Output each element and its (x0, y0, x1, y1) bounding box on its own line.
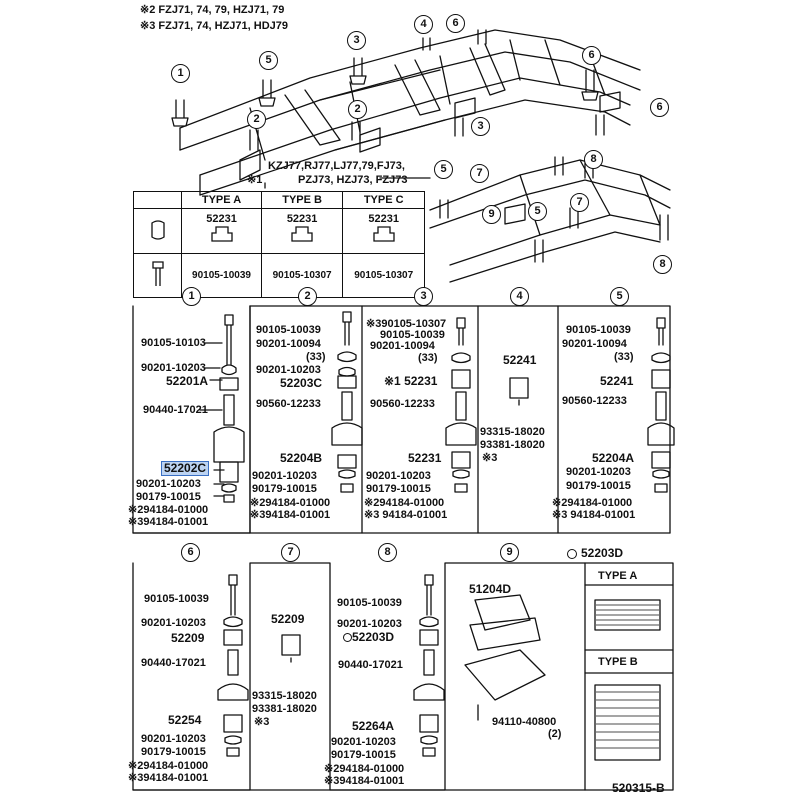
s9-label-2: (2) (548, 728, 562, 740)
frame-callout-6[interactable]: 6 (446, 14, 465, 33)
s5-label-7: 90179-10015 (566, 480, 631, 492)
s7-label-1: 93315-18020 (252, 690, 317, 702)
s8-label-2: 52203D (352, 630, 395, 644)
s7-label-3: ※3 (254, 716, 270, 728)
legend-code: 52203D (581, 546, 624, 560)
s8-label-8: ※394184-01001 (324, 775, 405, 787)
s8-label-4: 52264A (352, 719, 395, 733)
s2-label-1: 90201-10094 (256, 338, 321, 350)
s5-label-0: 90105-10039 (566, 324, 631, 336)
type-b-part-number: 52231 (286, 213, 318, 225)
s4-label-0: 52241 (503, 353, 537, 367)
s2-label-9: ※294184-01000 (250, 497, 331, 509)
frame-callout-6b[interactable]: 6 (582, 46, 601, 65)
frame-callout-8[interactable]: 8 (584, 150, 603, 169)
frame-callout-3b[interactable]: 3 (471, 117, 490, 136)
s5-label-8: ※294184-01000 (552, 497, 633, 509)
frame-callout-6c[interactable]: 6 (650, 98, 669, 117)
s6-label-3: 90440-17021 (141, 657, 206, 669)
s4-label-2: 93381-18020 (480, 439, 545, 451)
type-c-header: TYPE C (343, 192, 425, 209)
type-table (133, 191, 425, 298)
s8-label-1: 90201-10203 (337, 618, 402, 630)
s6-label-2: 52209 (171, 631, 205, 645)
type-a-bolt: 90105-10039 (182, 254, 262, 298)
frame-callout-4[interactable]: 4 (414, 15, 433, 34)
s3-label-1: 90105-10039 (380, 329, 445, 341)
section-number-7[interactable]: 7 (281, 543, 300, 562)
mount-icon (134, 209, 182, 254)
note-3: ※3 FZJ71, 74, HZJ71, HDJ79 (140, 20, 289, 32)
section-number-1[interactable]: 1 (182, 287, 201, 306)
frame-callout-5c[interactable]: 5 (528, 202, 547, 221)
section-number-2[interactable]: 2 (298, 287, 317, 306)
s2-label-2: (33) (306, 351, 326, 363)
frame-callout-7b[interactable]: 7 (570, 193, 589, 212)
s4-label-3: ※3 (482, 452, 498, 464)
s2-label-5: 90560-12233 (256, 398, 321, 410)
type-a-part (182, 209, 262, 254)
s5-label-1: 90201-10094 (562, 338, 627, 350)
type-c-part-number: 52231 (368, 213, 399, 225)
frame-callout-8b[interactable]: 8 (653, 255, 672, 274)
s6-label-0: 90105-10039 (144, 593, 209, 605)
type-a-part-number: 52231 (206, 213, 237, 225)
frame-callout-1[interactable]: 1 (171, 64, 190, 83)
s2-label-10: ※394184-01001 (250, 509, 331, 521)
s3-label-5: 90560-12233 (370, 398, 435, 410)
s8-label-3: 90440-17021 (338, 659, 403, 671)
s6-label-1: 90201-10203 (141, 617, 206, 629)
s7-label-0: 52209 (271, 612, 305, 626)
frame-callout-5[interactable]: 5 (259, 51, 278, 70)
legend-type-a: TYPE A (598, 570, 638, 582)
s1-label-6: 90179-10015 (136, 491, 201, 503)
section-number-4[interactable]: 4 (510, 287, 529, 306)
frame-callout-2[interactable]: 2 (348, 100, 367, 119)
s3-label-6: 52231 (408, 451, 442, 465)
frame-callout-2b[interactable]: 2 (247, 110, 266, 129)
frame-callout-5b[interactable]: 5 (434, 160, 453, 179)
s4-label-1: 93315-18020 (480, 426, 545, 438)
variant-line-2: PZJ73, HZJ73, FZJ73 (298, 174, 408, 186)
section-number-9[interactable]: 9 (500, 543, 519, 562)
legend-circle-mark-icon (567, 549, 577, 559)
type-c-part (343, 209, 425, 254)
frame-callout-7[interactable]: 7 (470, 164, 489, 183)
s3-label-7: 90201-10203 (366, 470, 431, 482)
type-table-corner (134, 192, 182, 209)
section-number-6[interactable]: 6 (181, 543, 200, 562)
s8-label-5: 90201-10203 (331, 736, 396, 748)
s5-label-4: 90560-12233 (562, 395, 627, 407)
s1-label-3: 90440-17021 (143, 404, 208, 416)
type-b-part (261, 209, 343, 254)
s3-label-8: 90179-10015 (366, 483, 431, 495)
s8-circle-mark-icon (343, 633, 352, 642)
section-number-5[interactable]: 5 (610, 287, 629, 306)
s3-label-4: ※1 52231 (384, 374, 438, 388)
s2-label-8: 90179-10015 (252, 483, 317, 495)
s3-label-2: 90201-10094 (370, 340, 435, 352)
s5-label-6: 90201-10203 (566, 466, 631, 478)
s6-label-8: ※394184-01001 (128, 772, 209, 784)
s1-label-0: 90105-10103 (141, 337, 206, 349)
s3-label-10: ※3 94184-01001 (364, 509, 448, 521)
s6-label-6: 90179-10015 (141, 746, 206, 758)
s9-label-1: 94110-40800 (492, 716, 557, 728)
frame-callout-9[interactable]: 9 (482, 205, 501, 224)
legend-type-b: TYPE B (598, 656, 638, 668)
note-2: ※2 FZJ71, 74, 79, HZJ71, 79 (140, 4, 285, 16)
s2-label-3: 90201-10203 (256, 364, 321, 376)
type-a-header: TYPE A (182, 192, 262, 209)
footer-code: 520315-B (612, 781, 665, 795)
s7-label-2: 93381-18020 (252, 703, 317, 715)
s6-label-5: 90201-10203 (141, 733, 206, 745)
variant-marker: ※1 (247, 174, 263, 186)
variant-line-1: KZJ77,RJ77,LJ77,79,FJ73, (268, 160, 405, 172)
s3-label-0: ※390105-10307 (366, 318, 447, 330)
s5-label-2: (33) (614, 351, 634, 363)
s2-label-6: 52204B (280, 451, 323, 465)
s2-label-7: 90201-10203 (252, 470, 317, 482)
s6-label-7: ※294184-01000 (128, 760, 209, 772)
s2-label-4: 52203C (280, 376, 323, 390)
section-number-8[interactable]: 8 (378, 543, 397, 562)
s3-label-9: ※294184-01000 (364, 497, 445, 509)
s1-label-4-highlighted[interactable]: 52202C (164, 461, 207, 475)
s9-label-0: 51204D (469, 582, 512, 596)
s8-label-6: 90179-10015 (331, 749, 396, 761)
frame-callout-3[interactable]: 3 (347, 31, 366, 50)
s2-label-0: 90105-10039 (256, 324, 321, 336)
type-b-header: TYPE B (261, 192, 343, 209)
type-b-bolt: 90105-10307 (261, 254, 343, 298)
s6-label-4: 52254 (168, 713, 202, 727)
bolt-icon (134, 254, 182, 298)
s3-label-3: (33) (418, 352, 438, 364)
s1-label-8: ※394184-01001 (128, 516, 209, 528)
type-c-bolt: 90105-10307 (343, 254, 425, 298)
s8-label-7: ※294184-01000 (324, 763, 405, 775)
s5-label-3: 52241 (600, 374, 634, 388)
s8-label-0: 90105-10039 (337, 597, 402, 609)
s5-label-9: ※3 94184-01001 (552, 509, 636, 521)
section-number-3[interactable]: 3 (414, 287, 433, 306)
s1-label-5: 90201-10203 (136, 478, 201, 490)
s1-label-1: 90201-10203 (141, 362, 206, 374)
s1-label-7: ※294184-01000 (128, 504, 209, 516)
s1-label-2: 52201A (166, 374, 209, 388)
s5-label-5: 52204A (592, 451, 635, 465)
